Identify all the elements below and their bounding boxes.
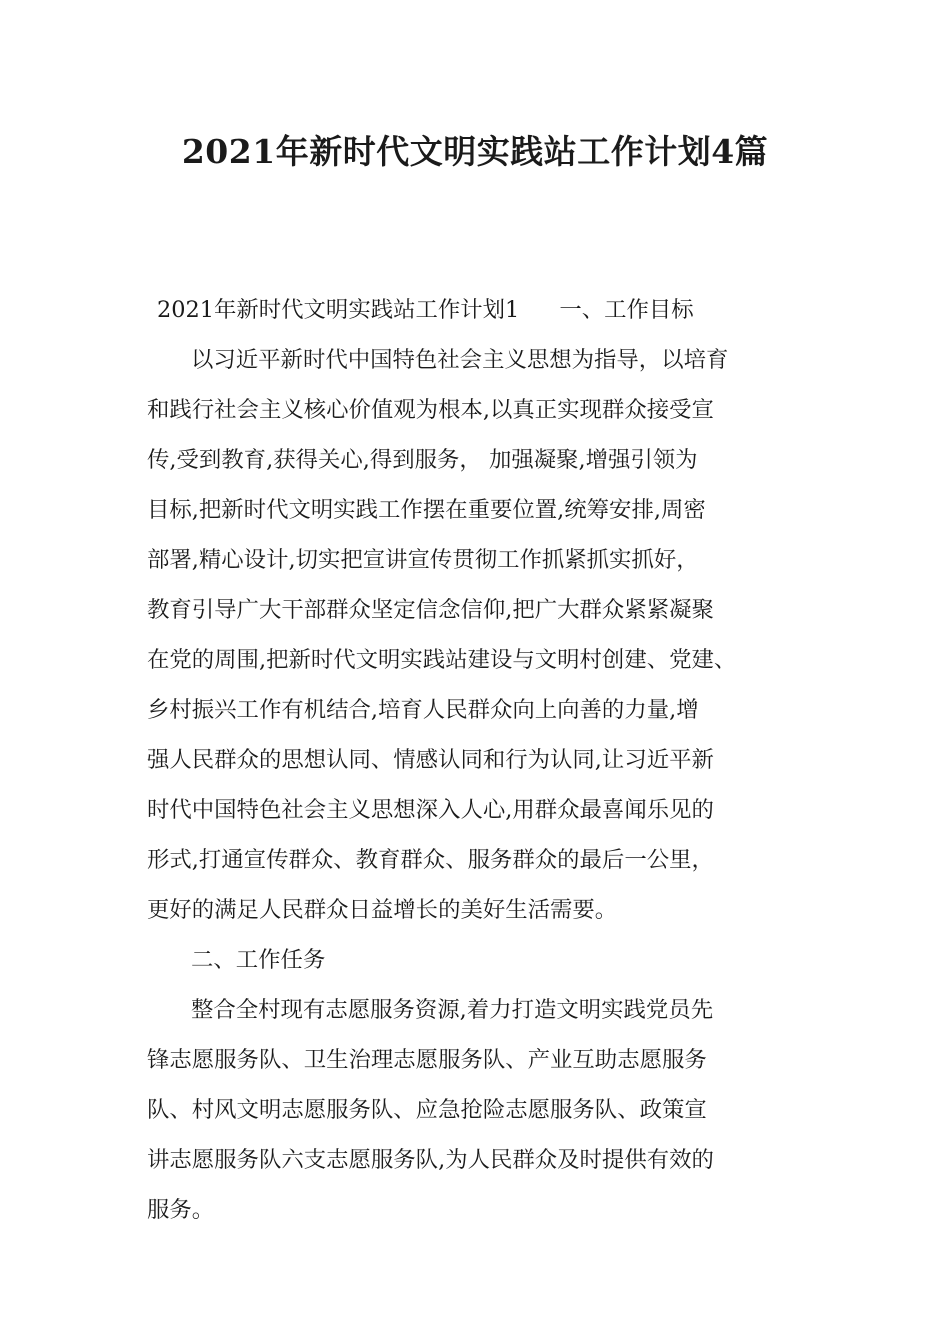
paragraph-line: 时代中国特色社会主义思想深入人心,用群众最喜闻乐见的 xyxy=(147,797,714,823)
paragraph-line: 整合全村现有志愿服务资源,着力打造文明实践党员先 xyxy=(191,997,714,1023)
paragraph-line: 教育引导广大干部群众坚定信念信仰,把广大群众紧紧凝聚 xyxy=(147,597,714,623)
paragraph-line: 以习近平新时代中国特色社会主义思想为指导，以培育 xyxy=(191,347,729,373)
paragraph-line: 强人民群众的思想认同、情感认同和行为认同,让习近平新 xyxy=(147,747,714,773)
paragraph-line: 形式,打通宣传群众、教育群众、服务群众的最后一公里， xyxy=(147,847,714,873)
paragraph-line: 服务。 xyxy=(147,1197,215,1223)
paragraph-line: 讲志愿服务队六支志愿服务队,为人民群众及时提供有效的 xyxy=(147,1147,714,1173)
paragraph-line: 传,受到教育,获得关心,得到服务， 加强凝聚,增强引领为 xyxy=(147,447,698,473)
paragraph-line: 锋志愿服务队、卫生治理志愿服务队、产业互助志愿服务 xyxy=(147,1047,707,1073)
document-body xyxy=(147,285,827,1235)
paragraph-line: 目标,把新时代文明实践工作摆在重要位置,统筹安排,周密 xyxy=(147,497,706,523)
subtitle-line xyxy=(147,285,827,335)
paragraph-line: 和践行社会主义核心价值观为根本,以真正实现群众接受宣 xyxy=(147,397,714,423)
document-title: 2021年新时代文明实践站工作计划4篇 xyxy=(181,132,769,171)
plan-subtitle: 2021年新时代文明实践站工作计划1 xyxy=(157,297,520,323)
section-heading-tasks: 二、工作任务 xyxy=(191,947,326,973)
paragraph-line: 更好的满足人民群众日益增长的美好生活需要。 xyxy=(147,897,618,923)
paragraph-line: 乡村振兴工作有机结合,培育人民群众向上向善的力量,增 xyxy=(147,697,699,723)
paragraph-line: 队、村风文明志愿服务队、应急抢险志愿服务队、政策宣 xyxy=(147,1097,707,1123)
section-heading-goals: 一、工作目标 xyxy=(559,297,694,323)
paragraph-line: 在党的周围,把新时代文明实践站建设与文明村创建、党建、 xyxy=(147,647,737,673)
paragraph-line: 部署,精心设计,切实把宣讲宣传贯彻工作抓紧抓实抓好， xyxy=(147,547,699,573)
